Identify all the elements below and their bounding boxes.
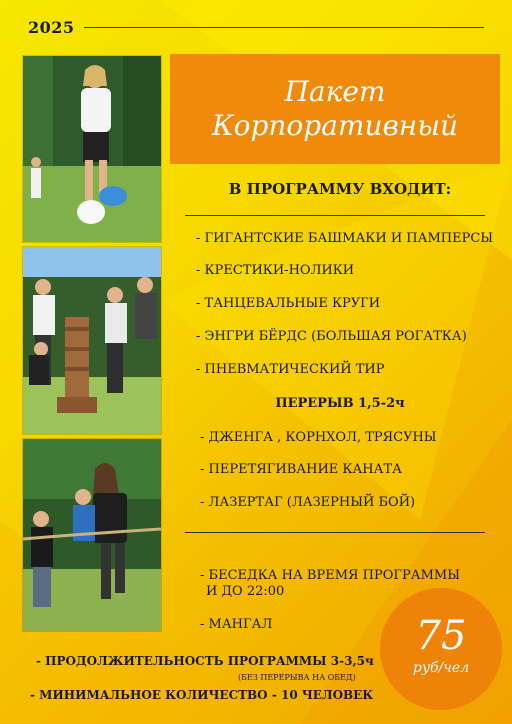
minimum-count: - МИНИМАЛЬНОЕ КОЛИЧЕСТВО - 10 ЧЕЛОВЕК [30, 688, 374, 702]
duration-line [36, 654, 374, 668]
photo-tug-of-war [22, 438, 162, 632]
program-item: - ПНЕВМАТИЧЕСКИЙ ТИР [196, 362, 385, 377]
program-item: - ПЕРЕТЯГИВАНИЕ КАНАТА [200, 462, 403, 477]
break-line [200, 396, 480, 411]
duration-value: 3-3,5ч [330, 654, 374, 668]
photo-giant-shoes [22, 55, 162, 243]
gazebo-line2: И ДО 22:00 [206, 584, 285, 599]
program-item: - ЛАЗЕРТАГ (ЛАЗЕРНЫЙ БОЙ) [200, 495, 416, 510]
package-title-line1: Пакет [284, 75, 386, 108]
gazebo-line1: - БЕСЕДКА НА ВРЕМЯ ПРОГРАММЫ [200, 568, 461, 583]
program-item: - ДЖЕНГА , КОРНХОЛ, ТРЯСУНЫ [200, 430, 437, 445]
program-heading: В ПРОГРАММУ ВХОДИТ: [228, 180, 452, 198]
package-title-banner [170, 54, 500, 164]
duration-label: - ПРОДОЛЖИТЕЛЬНОСТЬ ПРОГРАММЫ [36, 654, 327, 668]
price-amount: 75 [415, 613, 467, 659]
price-badge [380, 588, 502, 710]
price-unit: руб/чел [412, 660, 470, 676]
program-item: - ГИГАНТСКИЕ БАШМАКИ И ПАМПЕРСЫ [196, 231, 494, 246]
program-item: - ЭНГРИ БЁРДС (БОЛЬШАЯ РОГАТКА) [196, 329, 467, 344]
duration-note: (БЕЗ ПЕРЕРЫВА НА ОБЕД) [238, 673, 356, 682]
grill-item: - МАНГАЛ [200, 617, 273, 632]
package-title-line2: Корпоративный [211, 109, 459, 142]
break-duration: 1,5-2ч [358, 396, 405, 411]
photo-jenga [22, 246, 162, 435]
break-label: ПЕРЕРЫВ [275, 396, 354, 411]
program-item: - КРЕСТИКИ-НОЛИКИ [196, 263, 355, 278]
program-divider-bottom [185, 532, 485, 533]
year-label: 2025 [28, 18, 75, 37]
year-divider [84, 27, 484, 28]
program-item: - ТАНЦЕВАЛЬНЫЕ КРУГИ [196, 296, 381, 311]
program-divider-top [185, 215, 485, 216]
